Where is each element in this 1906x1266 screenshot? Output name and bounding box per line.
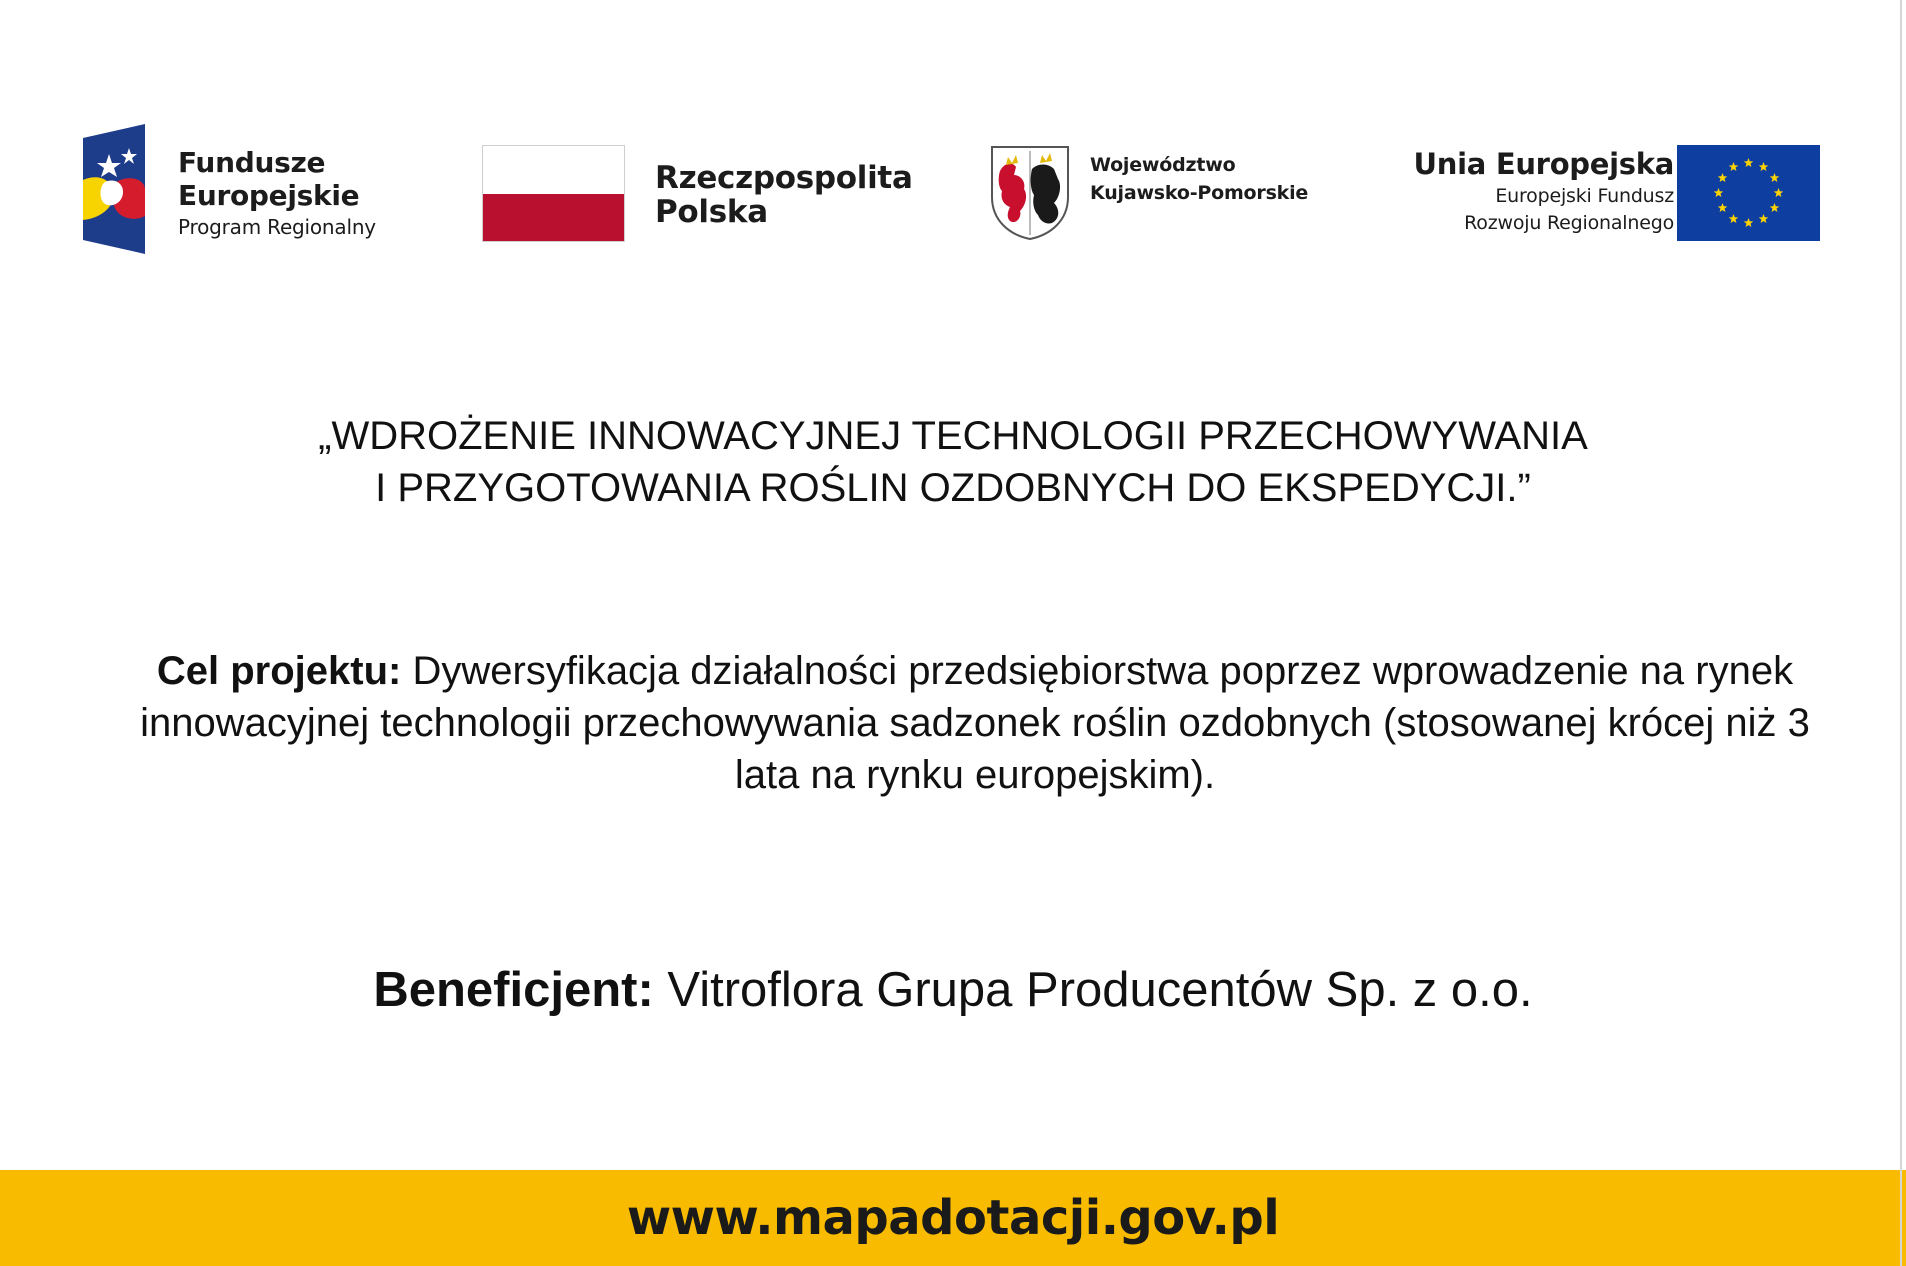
fundusze-line2: Europejskie: [178, 179, 360, 212]
rzeczpospolita-polska-logo: [482, 145, 913, 245]
footer-band: [0, 1170, 1906, 1266]
project-goal-label: Cel projektu:: [156, 649, 402, 693]
wojewodztwo-kujawsko-pomorskie-logo: [990, 145, 1330, 245]
project-title: [0, 410, 1906, 514]
wojewodztwo-text: [1090, 151, 1308, 207]
fundusze-europejskie-logo: [83, 124, 403, 254]
unia-europejska-logo: [1390, 145, 1820, 245]
project-goal-text: Dywersyfikacja działalności przedsiębiorstwa poprzez wprowadzenie na rynek innowacyjnej technologii przechowywania sadzonek roślin ozdobnych (stosowanej krócej niż 3 lata na rynku europejskim).: [140, 649, 1810, 797]
fundusze-line1: Fundusze: [178, 146, 326, 179]
mapadotacji-link[interactable]: www.mapadotacji.gov.pl: [626, 1190, 1280, 1246]
project-title-line2: I PRZYGOTOWANIA ROŚLIN OZDOBNYCH DO EKSPEDYCJI.”: [375, 466, 1531, 510]
beneficiary: [0, 960, 1906, 1020]
rzeczpospolita-line1: Rzeczpospolita: [655, 160, 913, 196]
unia-line3: Rozwoju Regionalnego: [1464, 212, 1674, 234]
rzeczpospolita-line2: Polska: [655, 194, 768, 230]
polish-flag-icon: [482, 145, 625, 242]
beneficiary-value: Vitroflora Grupa Producentów Sp. z o.o.: [653, 963, 1533, 1017]
beneficiary-label: Beneficjent:: [373, 963, 654, 1017]
coat-of-arms-shield-icon: [990, 145, 1070, 241]
eu-flag-icon: [1677, 145, 1820, 241]
wojewodztwo-line1: Województwo: [1090, 154, 1236, 176]
unia-line1: Unia Europejska: [1413, 147, 1674, 181]
logo-strip: [0, 0, 1906, 280]
wojewodztwo-line2: Kujawsko-Pomorskie: [1090, 182, 1309, 204]
rzeczpospolita-text: [655, 161, 913, 229]
project-goal: [130, 645, 1820, 801]
project-title-line1: „WDROŻENIE INNOWACYJNEJ TECHNOLOGII PRZECHOWYWANIA: [318, 414, 1588, 458]
fundusze-line3: Program Regionalny: [178, 215, 376, 239]
fundusze-europejskie-mark-icon: [83, 124, 151, 254]
right-edge-divider: [1900, 0, 1902, 1266]
fundusze-europejskie-text: [178, 146, 376, 242]
unia-europejska-text: [1414, 145, 1674, 237]
unia-line2: Europejski Fundusz: [1495, 185, 1674, 207]
